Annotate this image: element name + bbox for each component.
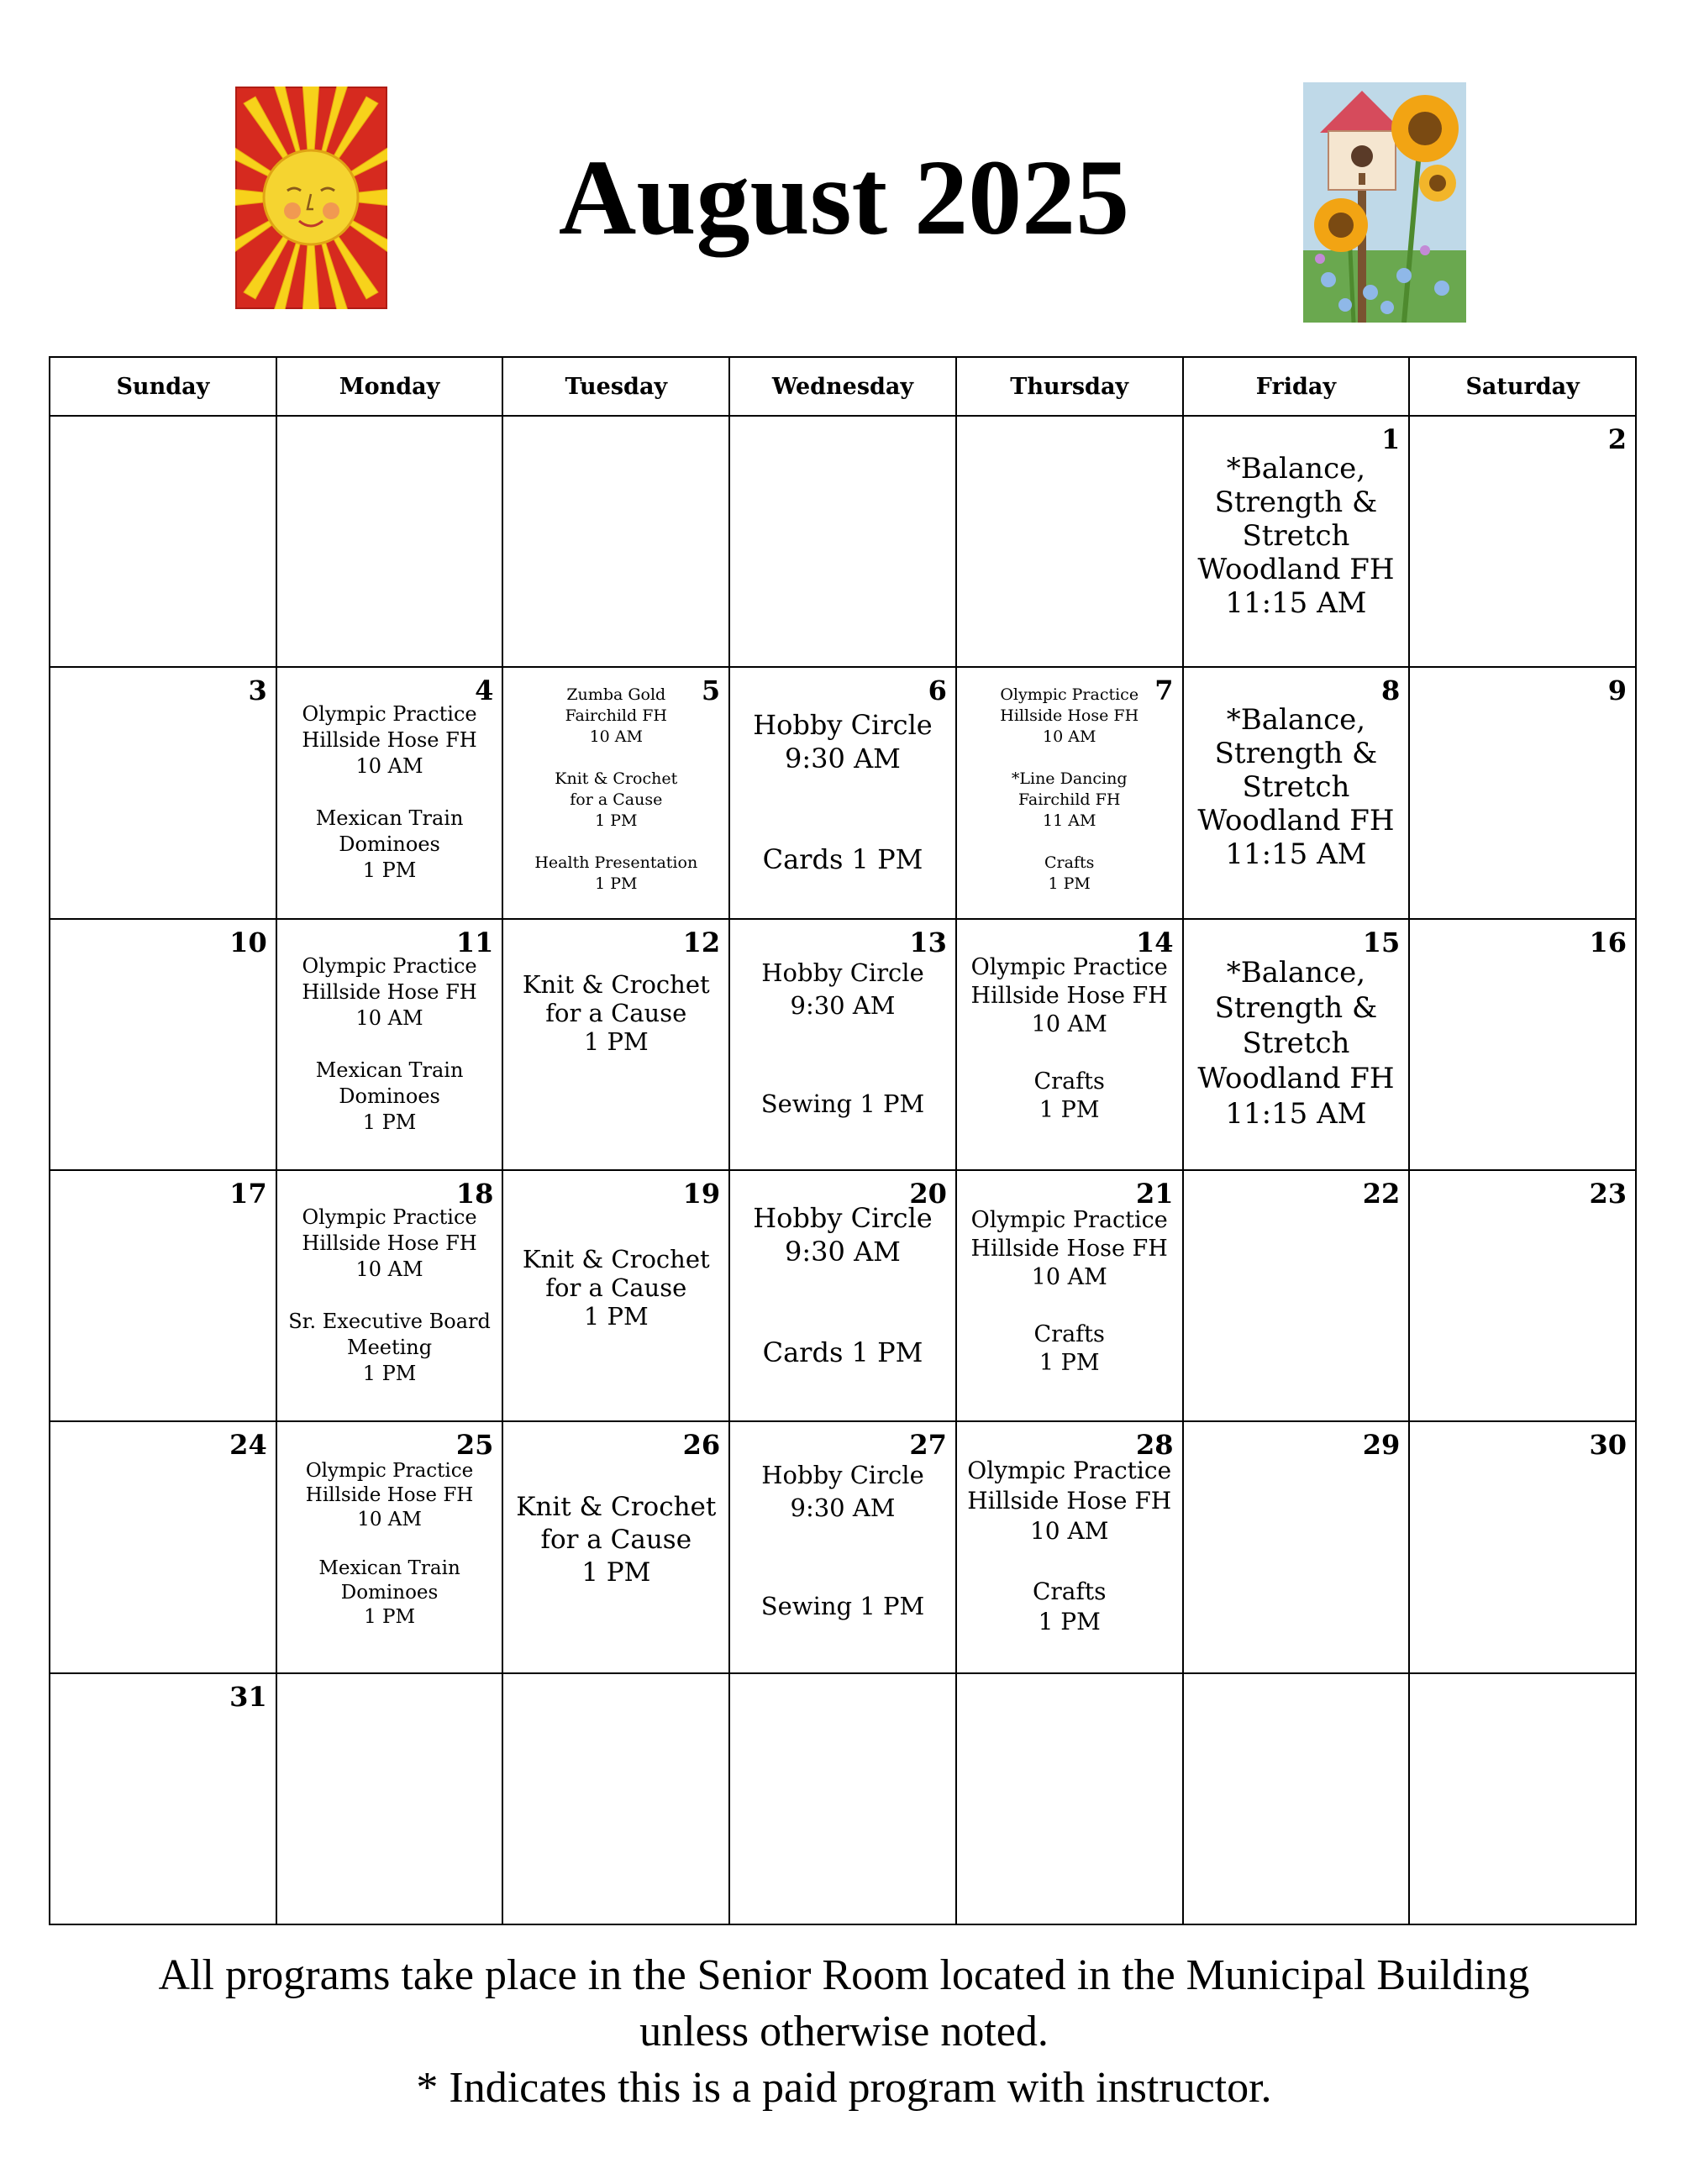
day-events: Olympic Practice Hillside Hose FH 10 AM Mexican Train Dominoes 1 PM: [302, 953, 477, 1134]
day-events: Olympic Practice Hillside Hose FH 10 AM Mexican Train Dominoes 1 PM: [305, 1460, 474, 1629]
day-cell-6: [730, 668, 957, 919]
weekday-tuesday: Tuesday: [503, 358, 730, 417]
day-events: *Balance, Strength & Stretch Woodland FH 11:15 AM: [1197, 955, 1395, 1131]
day-number: 11: [455, 926, 494, 958]
day-number: 15: [1362, 926, 1401, 958]
day-events: Olympic Practice Hillside Hose FH 10 AM *Line Dancing Fairchild FH 11 AM Crafts 1 PM: [1000, 685, 1139, 894]
day-cell-9: [1410, 668, 1637, 919]
day-number: 6: [928, 675, 947, 707]
day-cell-19: [503, 1171, 730, 1422]
day-cell-8: [1184, 668, 1411, 919]
day-events: Knit & Crochet for a Cause 1 PM: [522, 1245, 710, 1331]
day-cell-5: [503, 668, 730, 919]
day-number: 25: [455, 1429, 494, 1462]
day-number: 20: [909, 1178, 947, 1210]
day-cell-14: [957, 920, 1184, 1171]
empty-day-cell: [503, 417, 730, 668]
calendar-grid: [49, 356, 1637, 1925]
weekday-wednesday: Wednesday: [730, 358, 957, 417]
footer-note: [0, 1947, 1688, 2116]
day-cell-7: [957, 668, 1184, 919]
day-events: Hobby Circle 9:30 AM Cards 1 PM: [753, 1202, 933, 1368]
empty-day-cell: [957, 1674, 1184, 1925]
day-events: Zumba Gold Fairchild FH 10 AM Knit & Crochet for a Cause 1 PM Health Presentation 1 PM: [534, 685, 698, 894]
day-events: Olympic Practice Hillside Hose FH 10 AM Mexican Train Dominoes 1 PM: [302, 702, 477, 883]
day-events: *Balance, Strength & Stretch Woodland FH 11:15 AM: [1197, 703, 1395, 872]
empty-day-cell: [730, 1674, 957, 1925]
day-cell-20: [730, 1171, 957, 1422]
day-cell-25: [277, 1422, 504, 1673]
day-number: 13: [909, 926, 947, 958]
day-number: 23: [1589, 1178, 1627, 1210]
footer-line-3: * Indicates this is a paid program with instructor.: [416, 2064, 1272, 2112]
page-title: August 2025: [558, 138, 1130, 257]
day-number: 2: [1607, 423, 1627, 455]
day-events: Olympic Practice Hillside Hose FH 10 AM Sr. Executive Board Meeting 1 PM: [288, 1205, 491, 1385]
weekday-friday: Friday: [1184, 358, 1411, 417]
day-events: Hobby Circle 9:30 AM Sewing 1 PM: [760, 958, 925, 1118]
empty-day-cell: [50, 417, 277, 668]
day-number: 26: [682, 1429, 721, 1462]
day-number: 17: [229, 1178, 267, 1210]
day-events: Olympic Practice Hillside Hose FH 10 AM Crafts 1 PM: [970, 953, 1168, 1123]
empty-day-cell: [277, 1674, 504, 1925]
empty-day-cell: [730, 417, 957, 668]
day-cell-21: [957, 1171, 1184, 1422]
weekday-monday: Monday: [277, 358, 504, 417]
day-cell-10: [50, 920, 277, 1171]
weekday-saturday: Saturday: [1410, 358, 1637, 417]
day-cell-28: [957, 1422, 1184, 1673]
day-number: 5: [701, 675, 721, 707]
day-number: 1: [1381, 423, 1401, 455]
footer-line-1: All programs take place in the Senior Room located in the Municipal Building: [158, 1951, 1530, 1999]
day-cell-26: [503, 1422, 730, 1673]
day-cell-30: [1410, 1422, 1637, 1673]
day-cell-12: [503, 920, 730, 1171]
day-cell-29: [1184, 1422, 1411, 1673]
day-number: 28: [1136, 1429, 1174, 1462]
day-number: 31: [229, 1680, 267, 1713]
day-number: 3: [248, 675, 267, 707]
day-number: 8: [1381, 675, 1401, 707]
day-events: Olympic Practice Hillside Hose FH 10 AM Crafts 1 PM: [967, 1457, 1172, 1636]
day-cell-31: [50, 1674, 277, 1925]
day-cell-15: [1184, 920, 1411, 1171]
day-number: 29: [1362, 1429, 1401, 1462]
day-cell-27: [730, 1422, 957, 1673]
day-number: 22: [1362, 1178, 1401, 1210]
day-events: Hobby Circle 9:30 AM Sewing 1 PM: [760, 1461, 925, 1621]
day-cell-22: [1184, 1171, 1411, 1422]
day-number: 27: [909, 1429, 947, 1462]
footer-line-2: unless otherwise noted.: [639, 2008, 1049, 2055]
day-cell-3: [50, 668, 277, 919]
day-number: 12: [682, 926, 721, 958]
day-number: 19: [682, 1178, 721, 1210]
day-cell-1: [1184, 417, 1411, 668]
day-cell-23: [1410, 1171, 1637, 1422]
day-number: 30: [1589, 1429, 1627, 1462]
empty-day-cell: [1184, 1674, 1411, 1925]
day-events: Knit & Crochet for a Cause 1 PM: [522, 969, 710, 1056]
day-number: 18: [455, 1178, 494, 1210]
day-cell-17: [50, 1171, 277, 1422]
empty-day-cell: [1410, 1674, 1637, 1925]
day-number: 24: [229, 1429, 267, 1462]
empty-day-cell: [957, 417, 1184, 668]
day-events: Knit & Crochet for a Cause 1 PM: [516, 1492, 717, 1588]
day-number: 10: [229, 926, 267, 958]
day-number: 14: [1136, 926, 1174, 958]
day-number: 9: [1607, 675, 1627, 707]
day-cell-4: [277, 668, 504, 919]
empty-day-cell: [277, 417, 504, 668]
day-events: *Balance, Strength & Stretch Woodland FH 11:15 AM: [1197, 452, 1395, 620]
day-number: 21: [1136, 1178, 1174, 1210]
day-number: 7: [1154, 675, 1174, 707]
day-events: Hobby Circle 9:30 AM Cards 1 PM: [753, 709, 933, 876]
weekday-thursday: Thursday: [957, 358, 1184, 417]
day-cell-24: [50, 1422, 277, 1673]
day-cell-2: [1410, 417, 1637, 668]
day-cell-11: [277, 920, 504, 1171]
empty-day-cell: [503, 1674, 730, 1925]
day-events: Olympic Practice Hillside Hose FH 10 AM Crafts 1 PM: [970, 1207, 1168, 1376]
day-cell-18: [277, 1171, 504, 1422]
day-number: 16: [1589, 926, 1627, 958]
weekday-sunday: Sunday: [50, 358, 277, 417]
day-number: 4: [475, 675, 494, 707]
day-cell-13: [730, 920, 957, 1171]
day-cell-16: [1410, 920, 1637, 1171]
